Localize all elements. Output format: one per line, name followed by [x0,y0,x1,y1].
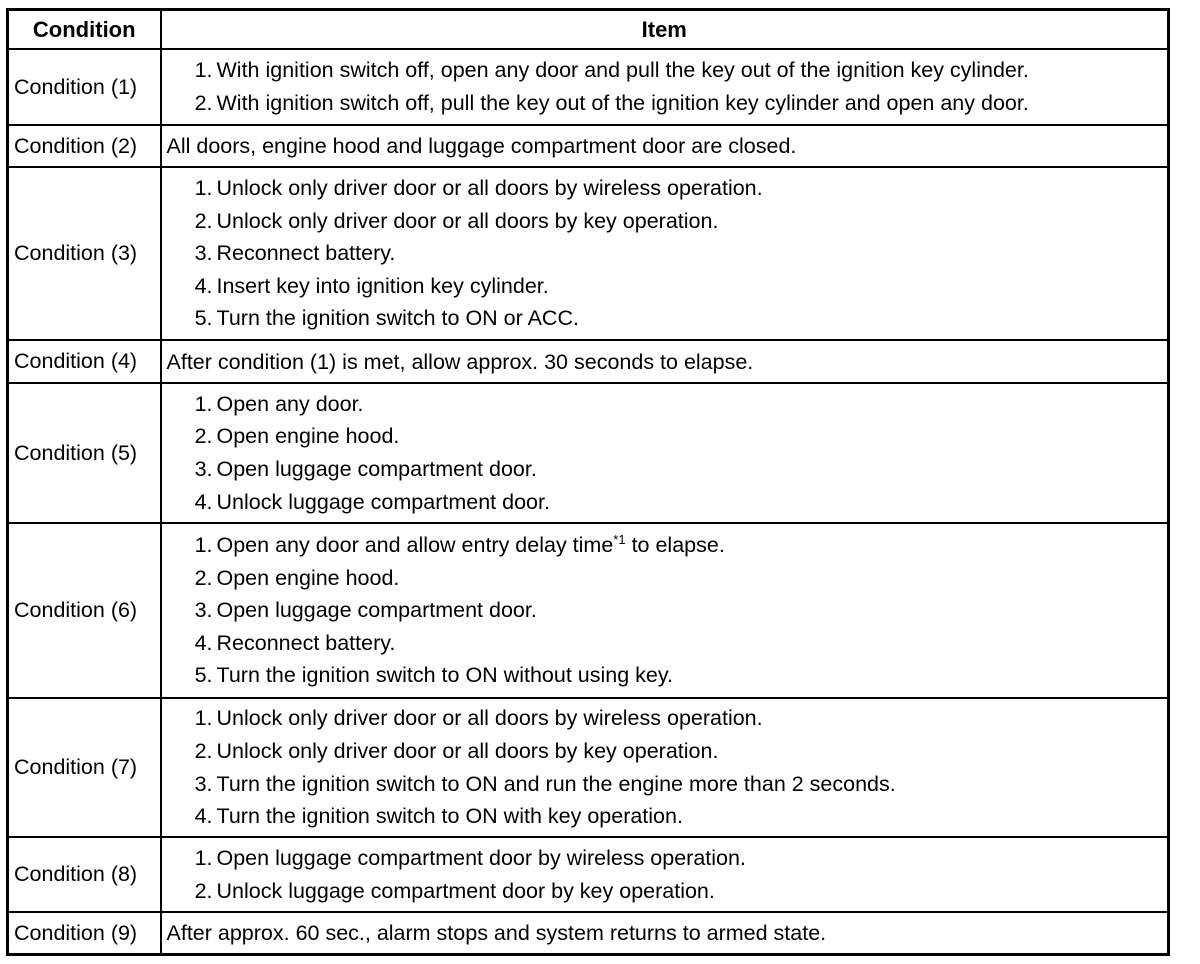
list-item: 1. Open luggage compartment door by wireless operation. [194,845,746,870]
list-item: 2. Unlock only driver door or all doors by key operation. [194,208,719,233]
table-row [8,167,1169,340]
list-item: 1. With ignition switch off, open any door and pull the key out of the ignition key cylinder. [194,58,1029,83]
header-row [8,10,1169,50]
list-item: 1. Open any door. [194,391,364,416]
condition-items [161,837,1169,912]
header-condition: Condition [8,10,161,50]
list-item: 3. Open luggage compartment door. [194,457,537,481]
table-row [8,383,1169,523]
condition-items [161,167,1169,340]
list-item: 2. With ignition switch off, pull the key out of the ignition key cylinder and open any door. [194,91,1029,115]
list-item: 4. Turn the ignition switch to ON with key operation. [194,804,683,829]
list-item: 5. Turn the ignition switch to ON or ACC. [194,306,579,331]
table-row [8,698,1169,837]
list-item: 3. Open luggage compartment door. [194,598,537,623]
table-row [8,837,1169,912]
condition-label: Condition (5) [8,383,161,523]
condition-items [161,49,1169,125]
condition-label: Condition (4) [8,340,161,383]
table-row [8,49,1169,125]
table-row [8,340,1169,383]
list-item: 4. Insert key into ignition key cylinder. [194,273,549,298]
condition-label: Condition (2) [8,125,161,167]
condition-items [161,383,1169,523]
header-item: Item [161,10,1169,50]
condition-text: After approx. 60 sec., alarm stops and system returns to armed state. [161,912,1169,955]
list-item: 2. Open engine hood. [194,424,400,449]
condition-text: After condition (1) is met, allow approx. 30 seconds to elapse. [161,340,1169,383]
list-item: 4. Unlock luggage compartment door. [194,489,550,514]
list-item: 1. Unlock only driver door or all doors by wireless operation. [194,176,763,201]
list-item: 2. Open engine hood. [194,565,400,590]
condition-label: Condition (9) [8,912,161,955]
list-item: 2. Unlock only driver door or all doors by key operation. [194,738,719,763]
conditions-table [6,8,1170,956]
condition-label: Condition (7) [8,698,161,837]
condition-items [161,523,1169,698]
condition-label: Condition (6) [8,523,161,698]
conditions-table-container [6,8,1167,956]
list-item: 3. Turn the ignition switch to ON and run the engine more than 2 seconds. [194,771,896,796]
condition-items [161,698,1169,837]
table-row [8,523,1169,698]
list-item: 3. Reconnect battery. [194,241,396,266]
condition-label: Condition (1) [8,49,161,125]
list-item: 1. Open any door and allow entry delay time$^{*1}$ to elapse. [194,532,725,558]
table-row [8,125,1169,167]
condition-label: Condition (8) [8,837,161,912]
list-item: 4. Reconnect battery. [194,630,396,655]
list-item: 2. Unlock luggage compartment door by key operation. [194,878,715,903]
footnote-mark: *1 [613,532,626,548]
table-row [8,912,1169,955]
list-item: 1. Unlock only driver door or all doors by wireless operation. [194,706,763,731]
condition-label: Condition (3) [8,167,161,340]
list-item: 5. Turn the ignition switch to ON without using key. [194,663,673,688]
condition-text: All doors, engine hood and luggage compartment door are closed. [161,125,1169,167]
